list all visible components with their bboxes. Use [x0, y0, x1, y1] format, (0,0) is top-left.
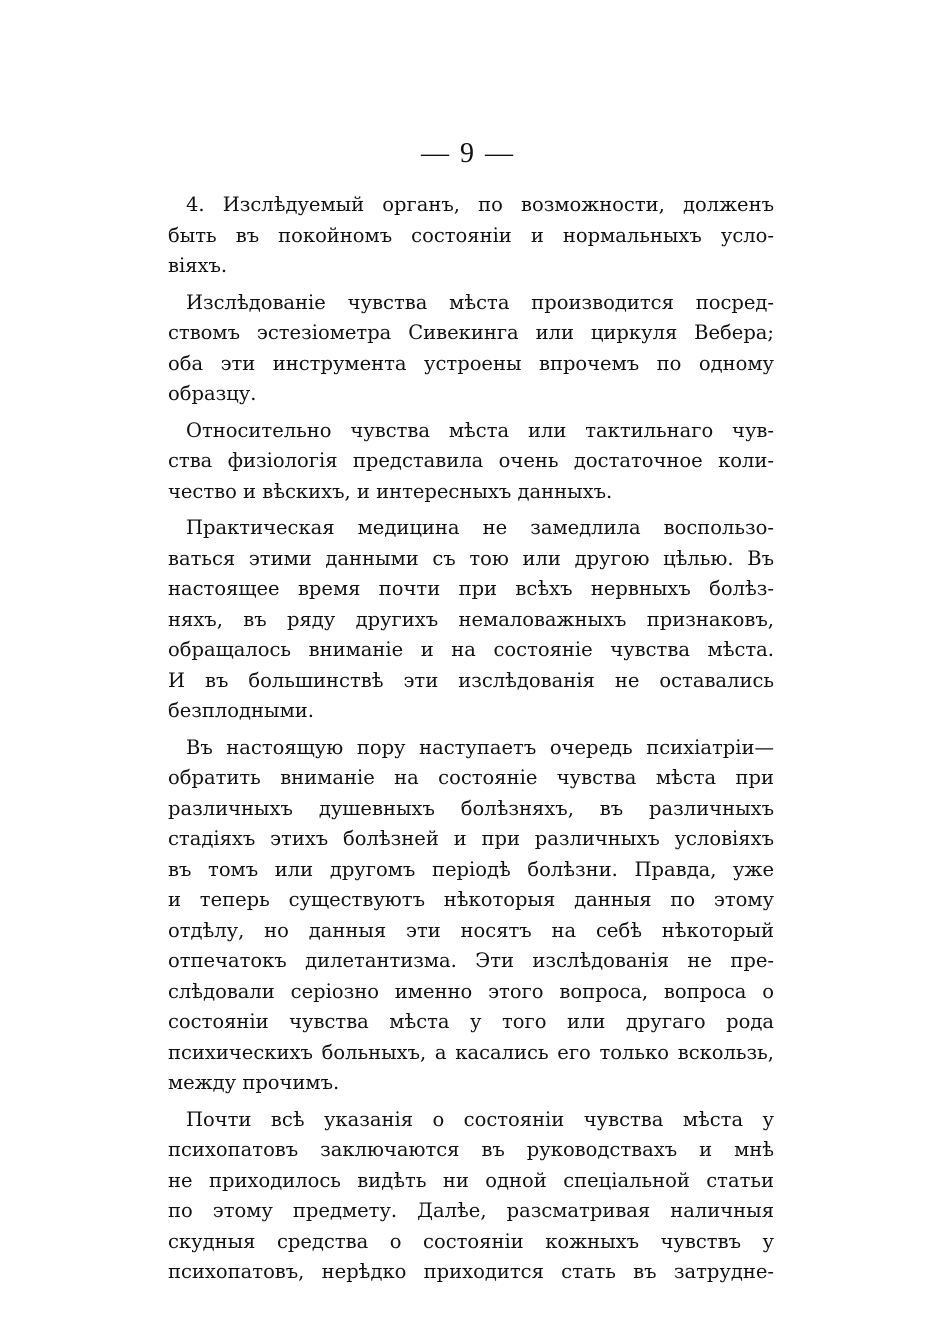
text-line: слѣдовали серіозно именно этого вопроса, вопроса о [168, 979, 774, 1003]
text-line: ства физіологія представила очень достаточное коли- [168, 449, 774, 472]
text-line: Практическая медицина не замедлила воспользо- [186, 516, 774, 539]
text-line: не приходилось видѣть ни одной спеціальной статьи [168, 1168, 774, 1192]
text-line: отпечатокъ дилетантизма. Эти изслѣдованія не пре- [168, 949, 774, 972]
text-line: обратить вниманіе на состояніе чувства мѣста при [168, 766, 774, 789]
text-line: психопатовъ заключаются въ руководствахъ и мнѣ [168, 1138, 774, 1161]
text-line: ствомъ эстезіометра Сивекинга или циркуля Вебера; [168, 321, 774, 344]
text-line: Въ настоящую пору наступаетъ очередь психіатріи— [186, 735, 774, 759]
paragraph [168, 288, 774, 410]
text-line: ваться этими данными съ тою или другою цѣлью. Въ [168, 546, 774, 570]
text-line: скудныя средства о состояніи кожныхъ чувствъ у [168, 1229, 774, 1253]
text-line: въ томъ или другомъ періодѣ болѣзни. Правда, уже [168, 857, 774, 881]
text-line: быть въ покойномъ состояніи и нормальныхъ усло- [168, 223, 774, 247]
text-line: оба эти инструмента устроены впрочемъ по одному [168, 351, 774, 375]
text-line: чество и вѣскихъ, и интересныхъ данныхъ. [168, 479, 613, 503]
text-line: віяхъ. [168, 254, 228, 277]
text-line: психопатовъ, нерѣдко приходится стать въ затрудне- [168, 1260, 774, 1283]
text-line: Почти всѣ указанія о состояніи чувства мѣста у [186, 1107, 774, 1131]
text-line: между прочимъ. [168, 1071, 340, 1094]
body-text [168, 190, 774, 1294]
text-line: образцу. [168, 382, 257, 405]
text-line: няхъ, въ ряду другихъ немаловажныхъ признаковъ, [168, 607, 774, 631]
paragraph [168, 1105, 774, 1288]
text-line: обращалось вниманіе и на состояніе чувства мѣста. [168, 638, 774, 661]
text-line: различныхъ душевныхъ болѣзняхъ, въ различныхъ [168, 796, 774, 820]
paragraph [168, 190, 774, 282]
text-line: Относительно чувства мѣста или тактильнаго чув- [186, 418, 774, 442]
paragraph [168, 733, 774, 1099]
text-line: настоящее время почти при всѣхъ нервныхъ болѣз- [168, 577, 774, 600]
text-line: И въ большинствѣ эти изслѣдованія не оставались [168, 668, 774, 692]
text-line: психическихъ больныхъ, а касались его только вскользь, [168, 1040, 774, 1064]
text-line: безплодными. [168, 699, 314, 722]
text-line: отдѣлу, но данныя эти носятъ на себѣ нѣкоторый [168, 918, 774, 942]
text-line: и теперь существуютъ нѣкоторыя данныя по этому [168, 888, 774, 911]
paragraph [168, 416, 774, 508]
text-line: по этому предмету. Далѣе, разсматривая наличныя [168, 1199, 774, 1222]
text-line: Изслѣдованіе чувства мѣста производится посред- [186, 290, 774, 314]
text-line: 4. Изслѣдуемый органъ, по возможности, долженъ [186, 193, 774, 216]
page-number: — 9 — [421, 138, 515, 169]
text-line: состояніи чувства мѣста у того или другаго рода [168, 1010, 774, 1033]
paragraph [168, 513, 774, 727]
text-line: стадіяхъ этихъ болѣзней и при различныхъ условіяхъ [168, 827, 774, 850]
